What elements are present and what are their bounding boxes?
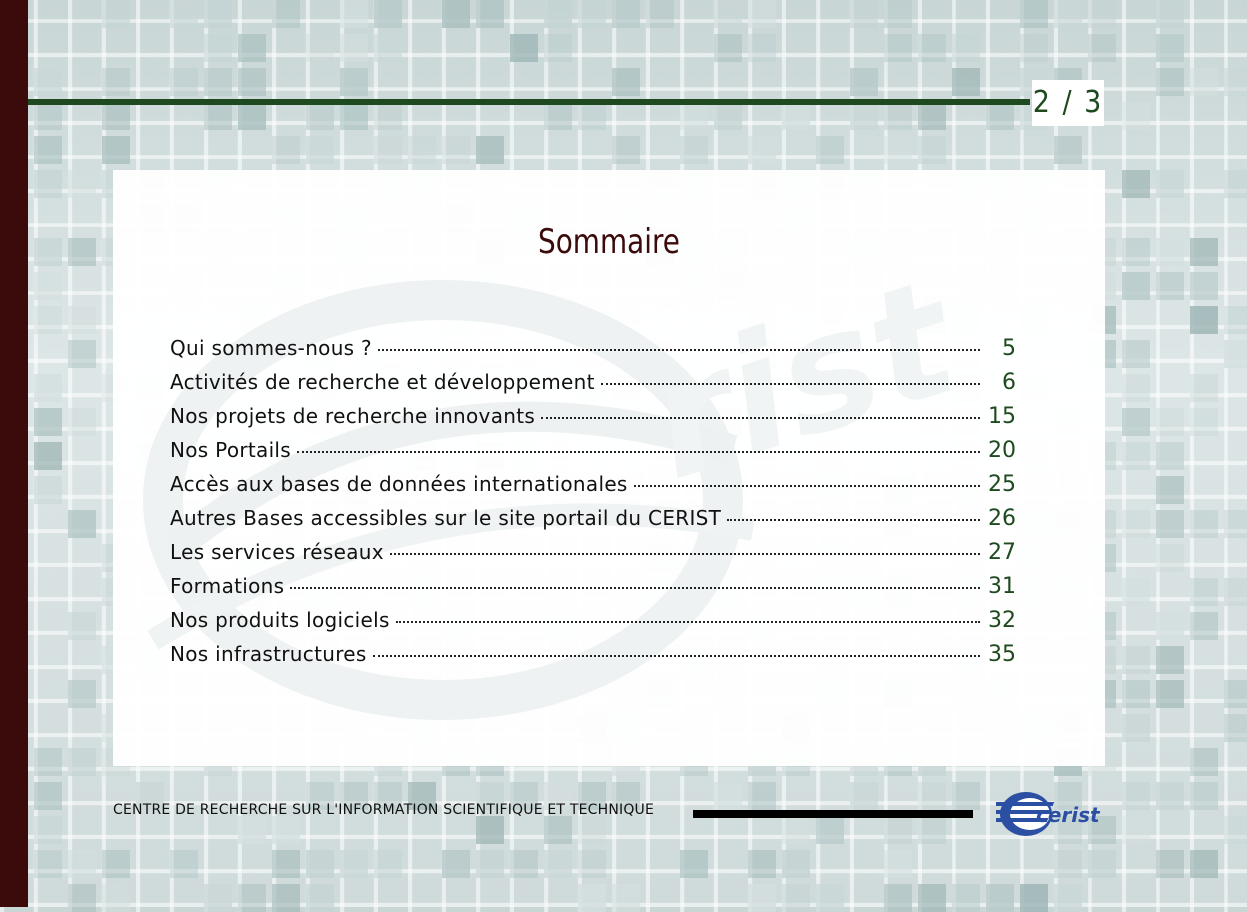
mosaic-tile xyxy=(476,816,504,844)
mosaic-tile xyxy=(544,850,572,878)
toc-item[interactable] xyxy=(170,438,1016,472)
mosaic-tile xyxy=(612,136,640,164)
mosaic-tile xyxy=(1156,510,1184,538)
toc-item-label: Activités de recherche et développement xyxy=(170,370,595,394)
mosaic-tile xyxy=(238,68,266,96)
mosaic-tile xyxy=(952,884,980,912)
mosaic-tile xyxy=(1156,272,1184,300)
mosaic-tile xyxy=(680,136,708,164)
mosaic-tile xyxy=(918,782,946,810)
mosaic-tile xyxy=(748,782,776,810)
mosaic-tile xyxy=(102,68,130,96)
mosaic-tile xyxy=(238,816,266,844)
cerist-logo xyxy=(996,786,1112,842)
mosaic-tile xyxy=(374,850,402,878)
mosaic-tile xyxy=(1156,238,1184,266)
mosaic-tile xyxy=(340,68,368,96)
toc-leader-dots xyxy=(541,416,980,419)
toc-leader-dots xyxy=(727,518,980,521)
mosaic-tile xyxy=(34,136,62,164)
mosaic-tile xyxy=(850,0,878,28)
mosaic-tile xyxy=(34,374,62,402)
mosaic-tile xyxy=(1122,782,1150,810)
toc-item[interactable] xyxy=(170,540,1016,574)
mosaic-tile xyxy=(68,306,96,334)
toc-leader-dots xyxy=(634,484,980,487)
mosaic-tile xyxy=(204,68,232,96)
mosaic-tile xyxy=(306,850,334,878)
mosaic-tile xyxy=(1190,408,1218,436)
mosaic-tile xyxy=(306,884,334,912)
mosaic-tile xyxy=(204,34,232,62)
mosaic-tile xyxy=(340,34,368,62)
mosaic-tile xyxy=(1190,748,1218,776)
mosaic-tile xyxy=(34,68,62,96)
mosaic-tile xyxy=(68,408,96,436)
mosaic-tile xyxy=(1122,238,1150,266)
toc-item-label: Formations xyxy=(170,574,285,598)
toc-item[interactable] xyxy=(170,506,1016,540)
toc-item-label: Nos projets de recherche innovants xyxy=(170,404,536,428)
mosaic-tile xyxy=(1088,34,1116,62)
page-indicator: 2 / 3 xyxy=(1032,80,1104,126)
toc-item-label: Les services réseaux xyxy=(170,540,384,564)
mosaic-tile xyxy=(1088,850,1116,878)
mosaic-tile xyxy=(918,34,946,62)
mosaic-tile xyxy=(1156,850,1184,878)
mosaic-tile xyxy=(1122,646,1150,674)
mosaic-tile xyxy=(1122,272,1150,300)
toc-item-label: Accès aux bases de données internationales xyxy=(170,472,628,496)
mosaic-tile xyxy=(1156,544,1184,572)
toc-item-label: Nos infrastructures xyxy=(170,642,367,666)
mosaic-tile xyxy=(1122,102,1150,130)
mosaic-tile xyxy=(1020,884,1048,912)
mosaic-tile xyxy=(306,136,334,164)
mosaic-tile xyxy=(1156,612,1184,640)
mosaic-tile xyxy=(1054,136,1082,164)
toc-item-label: Qui sommes-nous ? xyxy=(170,336,372,360)
content-panel xyxy=(113,170,1105,766)
toc-item-label: Nos Portails xyxy=(170,438,292,462)
mosaic-tile xyxy=(306,102,334,130)
toc-item[interactable] xyxy=(170,472,1016,506)
mosaic-tile xyxy=(374,136,402,164)
mosaic-tile xyxy=(782,102,810,130)
table-of-contents xyxy=(170,336,1016,676)
mosaic-tile xyxy=(816,884,844,912)
mosaic-tile xyxy=(1156,170,1184,198)
mosaic-tile xyxy=(850,782,878,810)
mosaic-tile xyxy=(1224,340,1247,368)
mosaic-tile xyxy=(1190,374,1218,402)
mosaic-tile xyxy=(578,884,606,912)
mosaic-tile xyxy=(1190,306,1218,334)
mosaic-tile xyxy=(578,816,606,844)
mosaic-tile xyxy=(1122,680,1150,708)
mosaic-tile xyxy=(272,850,300,878)
mosaic-tile xyxy=(782,816,810,844)
mosaic-tile xyxy=(1122,714,1150,742)
toc-item-label: Autres Bases accessibles sur le site portail du CERIST xyxy=(170,506,722,530)
mosaic-tile xyxy=(1156,0,1184,28)
toc-item-page: 15 xyxy=(988,404,1016,429)
mosaic-tile xyxy=(714,0,742,28)
mosaic-tile xyxy=(544,34,572,62)
mosaic-tile xyxy=(102,850,130,878)
toc-item-page: 20 xyxy=(988,438,1016,463)
mosaic-tile xyxy=(340,102,368,130)
mosaic-tile xyxy=(1122,340,1150,368)
mosaic-tile xyxy=(1156,34,1184,62)
mosaic-tile xyxy=(102,0,130,28)
mosaic-tile xyxy=(952,34,980,62)
toc-item[interactable] xyxy=(170,370,1016,404)
mosaic-tile xyxy=(510,34,538,62)
mosaic-tile xyxy=(102,884,130,912)
toc-item-page: 6 xyxy=(1002,370,1016,395)
mosaic-tile xyxy=(612,884,640,912)
mosaic-tile xyxy=(34,442,62,470)
toc-item[interactable] xyxy=(170,336,1016,370)
mosaic-tile xyxy=(238,34,266,62)
mosaic-tile xyxy=(374,102,402,130)
mosaic-tile xyxy=(238,102,266,130)
mosaic-tile xyxy=(1190,782,1218,810)
mosaic-tile xyxy=(680,850,708,878)
page-title: Sommaire xyxy=(538,222,680,262)
mosaic-tile xyxy=(1224,68,1247,96)
mosaic-tile xyxy=(476,850,504,878)
mosaic-tile xyxy=(1088,0,1116,28)
mosaic-tile xyxy=(34,782,62,810)
mosaic-tile xyxy=(238,884,266,912)
mosaic-tile xyxy=(748,884,776,912)
left-sidebar-band xyxy=(0,0,28,907)
mosaic-tile xyxy=(34,238,62,266)
mosaic-tile xyxy=(714,102,742,130)
mosaic-tile xyxy=(34,102,62,130)
mosaic-tile xyxy=(34,816,62,844)
toc-item-page: 25 xyxy=(988,472,1016,497)
mosaic-tile xyxy=(1122,442,1150,470)
toc-item[interactable] xyxy=(170,404,1016,438)
mosaic-tile xyxy=(1156,782,1184,810)
toc-leader-dots xyxy=(601,382,980,385)
toc-leader-dots xyxy=(297,450,980,453)
mosaic-tile xyxy=(68,680,96,708)
toc-item[interactable] xyxy=(170,642,1016,676)
mosaic-tile xyxy=(1190,850,1218,878)
mosaic-tile xyxy=(884,136,912,164)
mosaic-tile xyxy=(68,884,96,912)
mosaic-tile xyxy=(68,340,96,368)
mosaic-tile xyxy=(918,102,946,130)
mosaic-tile xyxy=(68,510,96,538)
mosaic-tile xyxy=(340,0,368,28)
mosaic-tile xyxy=(306,34,334,62)
mosaic-tile xyxy=(1156,646,1184,674)
mosaic-tile xyxy=(1190,272,1218,300)
mosaic-tile xyxy=(578,850,606,878)
mosaic-tile xyxy=(1122,816,1150,844)
mosaic-tile xyxy=(1020,0,1048,28)
mosaic-tile xyxy=(1156,408,1184,436)
toc-item-page: 27 xyxy=(988,540,1016,565)
mosaic-tile xyxy=(1190,578,1218,606)
mosaic-tile xyxy=(1224,714,1247,742)
mosaic-tile xyxy=(68,170,96,198)
mosaic-tile xyxy=(918,884,946,912)
mosaic-tile xyxy=(816,816,844,844)
mosaic-tile xyxy=(748,136,776,164)
svg-text:rist: rist xyxy=(626,243,976,517)
mosaic-tile xyxy=(714,782,742,810)
mosaic-tile xyxy=(612,0,640,28)
mosaic-tile xyxy=(578,0,606,28)
mosaic-tile xyxy=(782,850,810,878)
mosaic-tile xyxy=(748,34,776,62)
mosaic-tile xyxy=(1224,578,1247,606)
toc-item-page: 31 xyxy=(988,574,1016,599)
mosaic-tile xyxy=(374,34,402,62)
mosaic-tile xyxy=(1156,68,1184,96)
mosaic-tile xyxy=(34,306,62,334)
mosaic-tile xyxy=(850,102,878,130)
mosaic-tile xyxy=(442,0,470,28)
footer-organization: CENTRE DE RECHERCHE SUR L'INFORMATION SCIENTIFIQUE ET TECHNIQUE xyxy=(113,802,655,818)
mosaic-tile xyxy=(102,136,130,164)
mosaic-tile xyxy=(1122,374,1150,402)
mosaic-tile xyxy=(544,0,572,28)
mosaic-tile xyxy=(204,0,232,28)
mosaic-tile xyxy=(884,850,912,878)
mosaic-tile xyxy=(34,748,62,776)
mosaic-tile xyxy=(816,136,844,164)
mosaic-tile xyxy=(850,68,878,96)
mosaic-tile xyxy=(884,884,912,912)
mosaic-tile xyxy=(544,816,572,844)
toc-leader-dots xyxy=(390,552,980,555)
mosaic-tile xyxy=(918,136,946,164)
mosaic-tile xyxy=(1122,170,1150,198)
toc-item-page: 35 xyxy=(988,642,1016,667)
mosaic-tile xyxy=(442,850,470,878)
mosaic-tile xyxy=(1156,476,1184,504)
mosaic-tile xyxy=(1224,306,1247,334)
mosaic-tile xyxy=(952,68,980,96)
mosaic-tile xyxy=(782,884,810,912)
header-rule xyxy=(28,99,1030,105)
mosaic-tile xyxy=(204,884,232,912)
mosaic-tile xyxy=(34,476,62,504)
mosaic-tile xyxy=(1156,680,1184,708)
mosaic-tile xyxy=(34,272,62,300)
mosaic-tile xyxy=(1190,510,1218,538)
toc-item-label: Nos produits logiciels xyxy=(170,608,390,632)
mosaic-tile xyxy=(680,102,708,130)
mosaic-tile xyxy=(1020,34,1048,62)
mosaic-tile xyxy=(986,884,1014,912)
mosaic-tile xyxy=(68,850,96,878)
toc-item-page: 26 xyxy=(988,506,1016,531)
mosaic-tile xyxy=(476,136,504,164)
mosaic-tile xyxy=(1054,850,1082,878)
mosaic-tile xyxy=(952,782,980,810)
mosaic-tile xyxy=(272,136,300,164)
mosaic-tile xyxy=(68,238,96,266)
logo-text: cerist xyxy=(1036,803,1100,827)
mosaic-tile xyxy=(1122,408,1150,436)
mosaic-tile xyxy=(1190,238,1218,266)
mosaic-tile xyxy=(1054,884,1082,912)
mosaic-tile xyxy=(884,34,912,62)
mosaic-tile xyxy=(884,0,912,28)
mosaic-tile xyxy=(646,0,674,28)
mosaic-tile xyxy=(408,136,436,164)
mosaic-tile xyxy=(1224,170,1247,198)
mosaic-tile xyxy=(918,816,946,844)
mosaic-tile xyxy=(1054,0,1082,28)
footer-rule xyxy=(693,810,973,818)
mosaic-tile xyxy=(884,102,912,130)
mosaic-tile xyxy=(170,0,198,28)
mosaic-tile xyxy=(612,68,640,96)
toc-leader-dots xyxy=(378,348,980,351)
mosaic-tile xyxy=(1190,612,1218,640)
mosaic-tile xyxy=(374,0,402,28)
mosaic-tile xyxy=(102,102,130,130)
toc-item[interactable] xyxy=(170,574,1016,608)
mosaic-tile xyxy=(34,850,62,878)
toc-item-page: 32 xyxy=(988,608,1016,633)
mosaic-tile xyxy=(68,748,96,776)
mosaic-tile xyxy=(1224,680,1247,708)
toc-leader-dots xyxy=(373,654,980,657)
toc-leader-dots xyxy=(290,586,980,589)
mosaic-tile xyxy=(170,850,198,878)
mosaic-tile xyxy=(272,0,300,28)
mosaic-tile xyxy=(34,170,62,198)
mosaic-tile xyxy=(748,0,776,28)
mosaic-tile xyxy=(1224,510,1247,538)
mosaic-tile xyxy=(714,34,742,62)
mosaic-tile xyxy=(204,102,232,130)
mosaic-tile xyxy=(1190,68,1218,96)
mosaic-tile xyxy=(1122,510,1150,538)
mosaic-tile xyxy=(272,816,300,844)
mosaic-tile xyxy=(884,816,912,844)
mosaic-tile xyxy=(68,612,96,640)
mosaic-tile xyxy=(34,408,62,436)
mosaic-tile xyxy=(476,0,504,28)
mosaic-tile xyxy=(544,102,572,130)
toc-leader-dots xyxy=(396,620,980,623)
toc-item-page: 5 xyxy=(1002,336,1016,361)
mosaic-tile xyxy=(170,68,198,96)
mosaic-tile xyxy=(986,102,1014,130)
mosaic-tile xyxy=(1156,442,1184,470)
mosaic-tile xyxy=(510,850,538,878)
toc-item[interactable] xyxy=(170,608,1016,642)
mosaic-tile xyxy=(340,850,368,878)
mosaic-tile xyxy=(748,850,776,878)
mosaic-tile xyxy=(272,884,300,912)
mosaic-tile xyxy=(442,136,470,164)
mosaic-tile xyxy=(578,102,606,130)
mosaic-tile xyxy=(1122,578,1150,606)
mosaic-tile xyxy=(1224,816,1247,844)
